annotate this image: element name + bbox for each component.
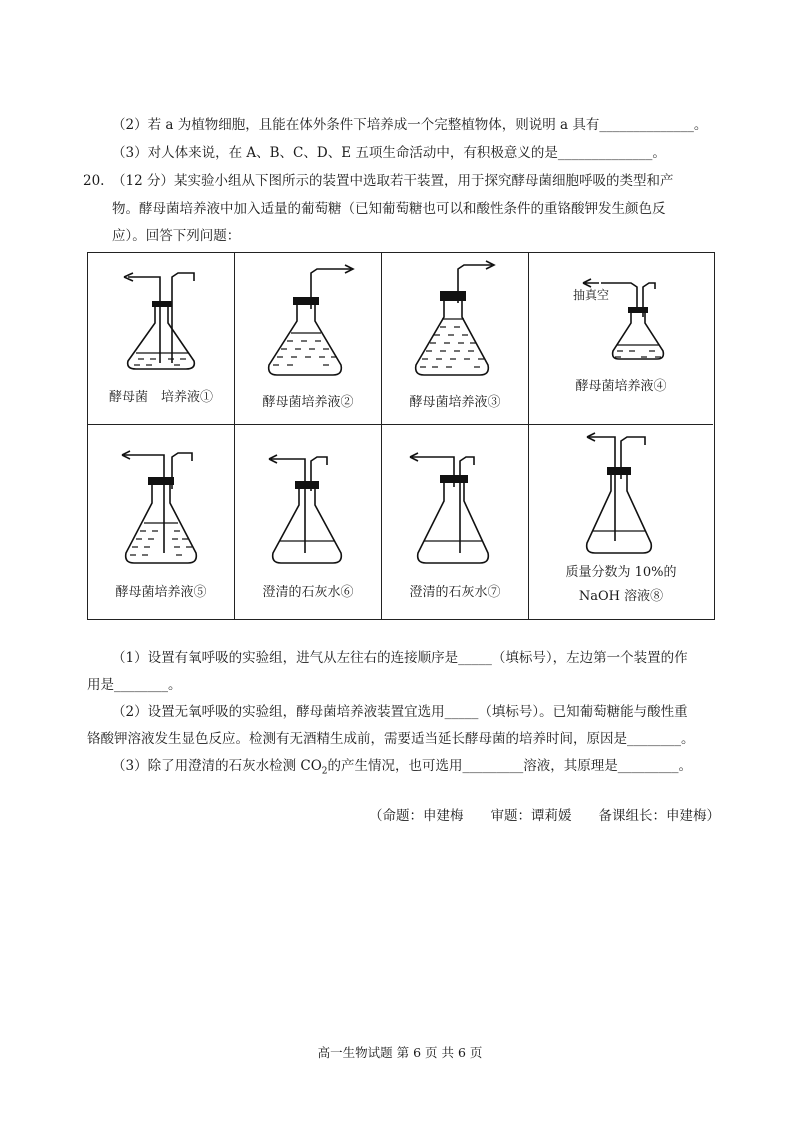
q19-part2: （2）若 a 为植物细胞，且能在体外条件下培养成一个完整植物体，则说明 a 具有______________。 — [112, 117, 708, 133]
q20-number: 20. — [83, 173, 105, 189]
q20-stem-line3: 应）。回答下列问题： — [112, 228, 241, 244]
q20-sub3-post: 的产生情况，也可选用_________溶液，其原理是_________。 — [327, 758, 693, 774]
q20-sub3 — [112, 756, 692, 782]
device-8 — [529, 425, 713, 619]
q20-sub3-pre: （3）除了用澄清的石灰水检测 CO — [112, 758, 322, 774]
device-1-label: 酵母菌 培养液① — [108, 390, 213, 405]
device-4-label: 酵母菌培养液④ — [575, 379, 667, 394]
vacuum-label: 抽真空 — [572, 288, 609, 302]
device-7-label: 澄清的石灰水⑦ — [409, 585, 501, 600]
device-2-label: 酵母菌培养液② — [262, 395, 354, 410]
q20-sub2-line2: 铬酸钾溶液发生显色反应。检测有无酒精生成前，需要适当延长酵母菌的培养时间，原因是________。 — [87, 731, 695, 747]
q20-stem-line2: 物。酵母菌培养液中加入适量的葡萄糖（已知葡萄糖也可以和酸性条件的重铬酸钾发生颜色反 — [112, 201, 666, 217]
q20-stem-line1: （12 分）某实验小组从下图所示的装置中选取若干装置，用于探究酵母菌细胞呼吸的类型和产 — [112, 173, 674, 189]
device-6-label: 澄清的石灰水⑥ — [262, 585, 354, 600]
q20-sub1-line1: （1）设置有氧呼吸的实验组，进气从左往右的连接顺序是_____（填标号），左边第一个装置的作 — [112, 650, 688, 666]
apparatus-figure — [87, 252, 715, 620]
device-3 — [382, 253, 529, 425]
device-4 — [529, 253, 713, 425]
device-8-label-line1: 质量分数为 10%的 — [565, 565, 677, 580]
q20-sub3-subscript: 2 — [321, 766, 328, 777]
device-7 — [382, 425, 529, 619]
device-3-label: 酵母菌培养液③ — [409, 395, 501, 410]
page-footer: 高一生物试题 第 6 页 共 6 页 — [317, 1045, 483, 1060]
q20-sub1-line2: 用是________。 — [87, 677, 182, 693]
device-1 — [88, 253, 235, 425]
device-6 — [235, 425, 382, 619]
credits: （命题：申建梅 审题：谭莉媛 备课组长：申建梅） — [369, 808, 720, 824]
device-5 — [88, 425, 235, 619]
device-8-label-line2: NaOH 溶液⑧ — [578, 589, 664, 604]
device-5-label: 酵母菌培养液⑤ — [115, 585, 207, 600]
flask-4-drawing — [529, 253, 713, 425]
q19-part3: （3）对人体来说，在 A、B、C、D、E 五项生命活动中，有积极意义的是______________。 — [112, 145, 666, 161]
device-2 — [235, 253, 382, 425]
q20-sub2-line1: （2）设置无氧呼吸的实验组，酵母菌培养液装置宜选用_____（填标号）。已知葡萄糖能与酸性重 — [112, 704, 688, 720]
